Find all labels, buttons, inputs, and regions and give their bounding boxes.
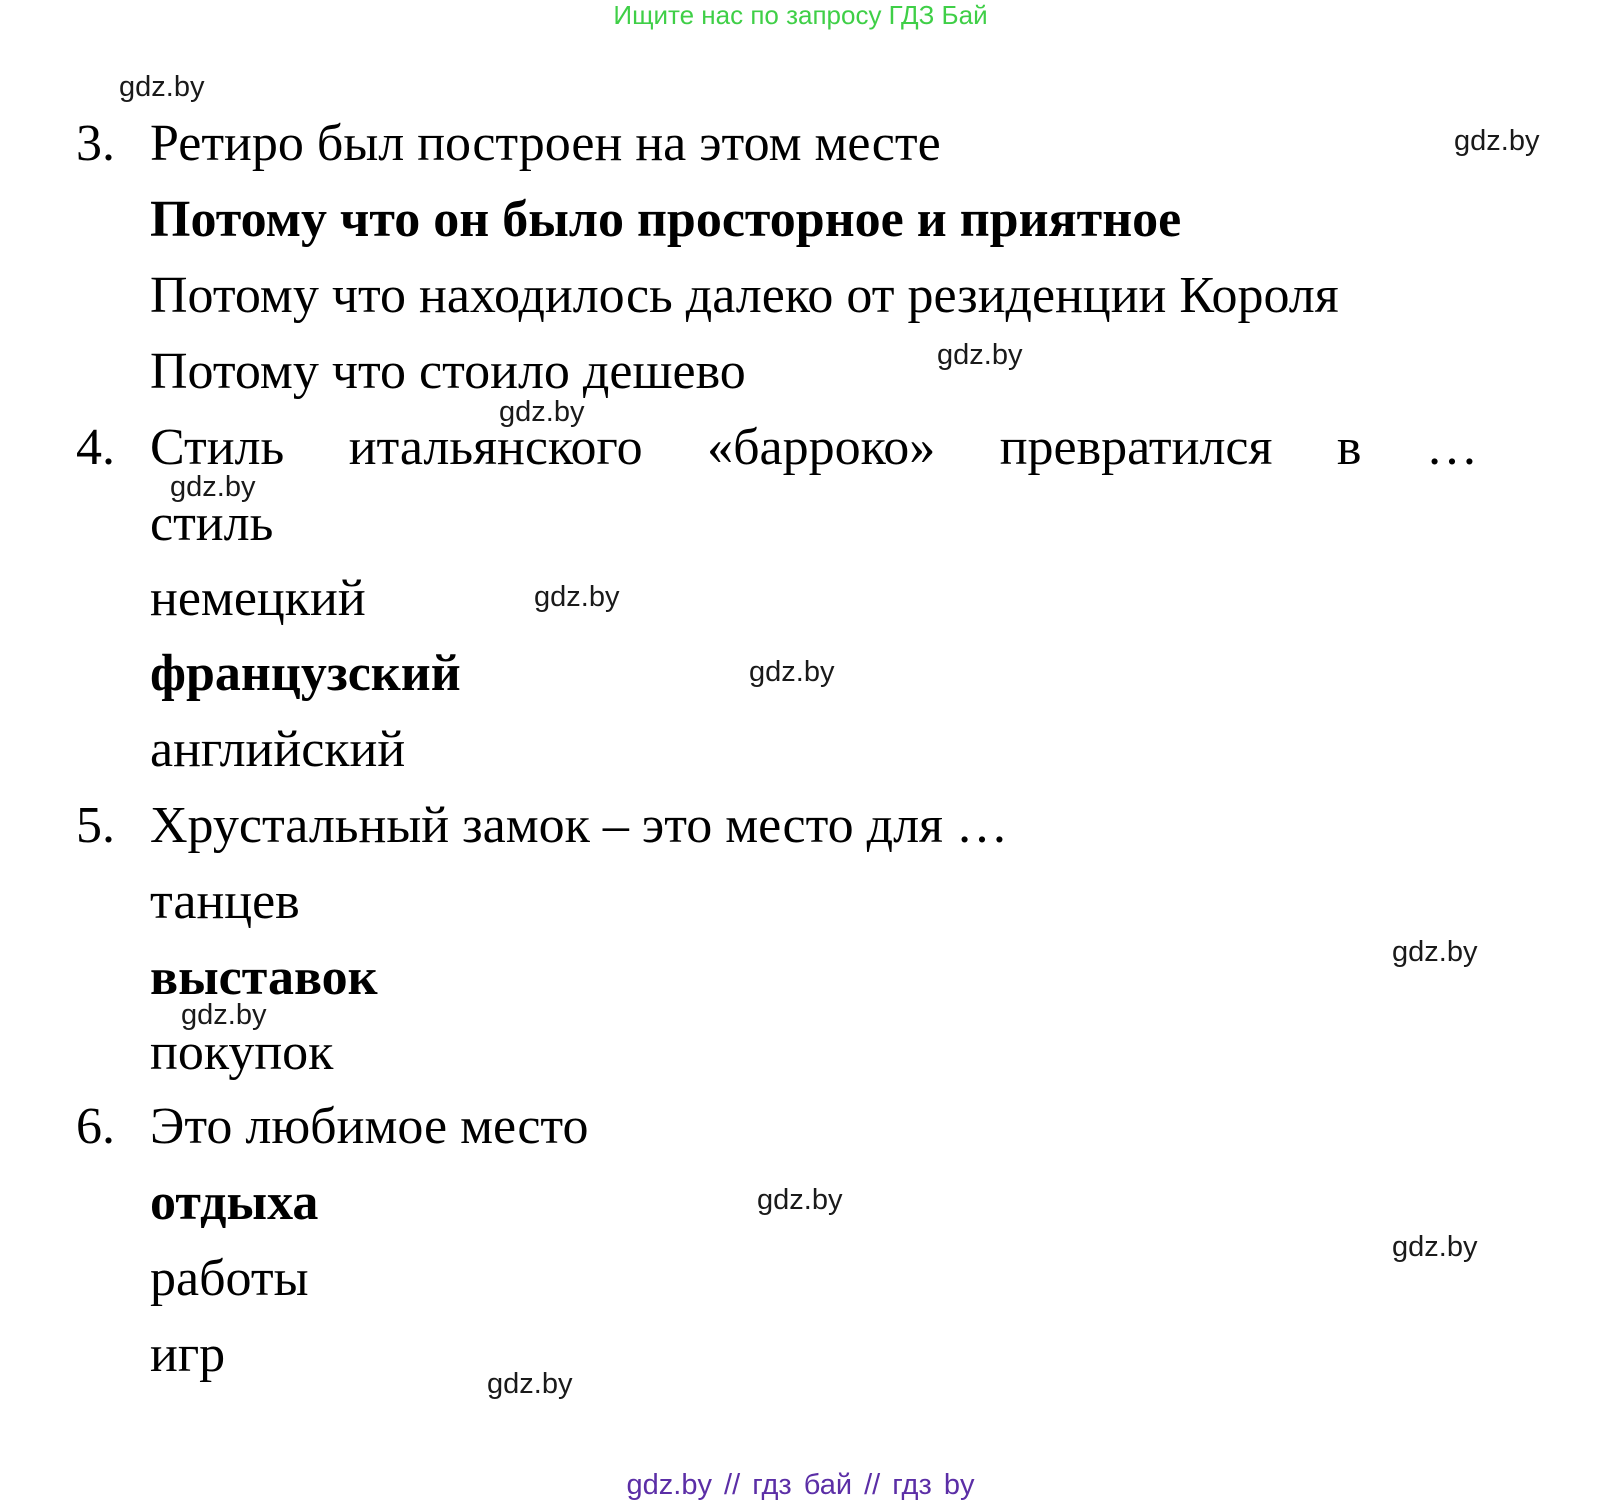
watermark: gdz.by: [1392, 936, 1478, 968]
question-number: 5.: [76, 797, 115, 854]
watermark: gdz.by: [170, 471, 256, 503]
prompt-word: превратился: [999, 419, 1273, 476]
watermark: gdz.by: [181, 999, 267, 1031]
prompt-word: …: [1425, 419, 1478, 476]
question-prompt: [150, 418, 1478, 478]
footer-links[interactable]: gdz.by // гдз бай // гдз by: [626, 1469, 975, 1501]
search-hint-link[interactable]: Ищите нас по запросу ГДЗ Бай: [613, 0, 988, 30]
question-prompt-continuation: стиль: [150, 495, 274, 552]
question-prompt: Ретиро был построен на этом месте: [150, 115, 941, 172]
watermark: gdz.by: [487, 1368, 573, 1400]
question-number: 6.: [76, 1098, 115, 1155]
answer-option: работы: [150, 1250, 309, 1307]
prompt-word: итальянского: [348, 419, 643, 476]
answer-option: немецкий: [150, 570, 366, 627]
watermark: gdz.by: [534, 581, 620, 613]
answer-option: английский: [150, 721, 406, 778]
answer-option-selected: выставок: [150, 949, 378, 1006]
prompt-word: в: [1336, 419, 1362, 476]
question-number: 3.: [76, 115, 115, 172]
watermark: gdz.by: [757, 1184, 843, 1216]
watermark: gdz.by: [119, 71, 205, 103]
answer-option-selected: отдыха: [150, 1174, 319, 1231]
watermark: gdz.by: [1454, 125, 1540, 157]
prompt-word: «барроко»: [707, 419, 936, 476]
answer-option-selected: французский: [150, 645, 461, 702]
answer-option: Потому что стоило дешево: [150, 343, 746, 400]
answer-option: Потому что находилось далеко от резиденции Короля: [150, 267, 1339, 324]
watermark: gdz.by: [499, 396, 585, 428]
watermark: gdz.by: [937, 339, 1023, 371]
watermark: gdz.by: [749, 656, 835, 688]
question-prompt: Хрустальный замок – это место для …: [150, 797, 1008, 854]
answer-option-selected: Потому что он было просторное и приятное: [150, 191, 1182, 248]
answer-option: игр: [150, 1326, 226, 1383]
question-number: 4.: [76, 419, 115, 476]
answer-option: покупок: [150, 1024, 334, 1081]
answer-option: танцев: [150, 873, 300, 930]
watermark: gdz.by: [1392, 1231, 1478, 1263]
prompt-word: Стиль: [150, 419, 285, 476]
question-prompt: Это любимое место: [150, 1098, 589, 1155]
